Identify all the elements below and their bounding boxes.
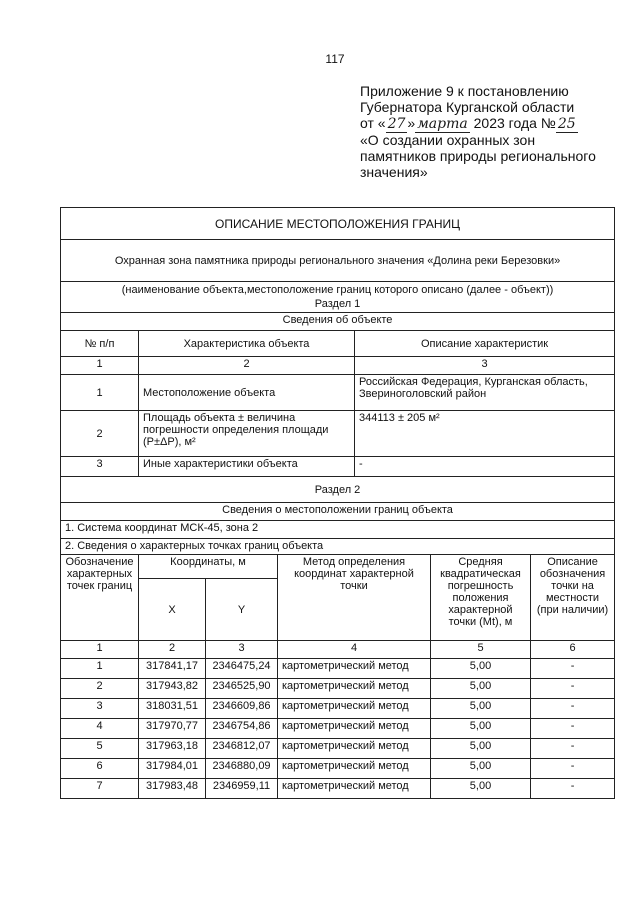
point-number: 2	[61, 679, 139, 699]
appendix-line-3	[360, 115, 620, 132]
point-description: -	[531, 659, 615, 679]
point-method: картометрический метод	[278, 759, 431, 779]
point-method: картометрический метод	[278, 779, 431, 799]
point-y: 2346880,09	[206, 759, 278, 779]
page-number: 117	[325, 52, 345, 66]
header-x: X	[139, 579, 206, 641]
point-number: 7	[61, 779, 139, 799]
object-description: Российская Федерация, Курганская область, Звериноголовский район	[355, 375, 615, 411]
point-method: картометрический метод	[278, 659, 431, 679]
date-quote: »	[407, 115, 416, 131]
point-y: 2346959,11	[206, 779, 278, 799]
point-number: 6	[61, 759, 139, 779]
document-title: ОПИСАНИЕ МЕСТОПОЛОЖЕНИЯ ГРАНИЦ	[61, 208, 615, 240]
point-x: 317841,17	[139, 659, 206, 679]
date-year: 2023 года №	[469, 115, 556, 131]
point-number: 3	[61, 699, 139, 719]
header-point-designation: Обозначение характерных точек границ	[61, 555, 139, 641]
point-x: 317983,48	[139, 779, 206, 799]
points-col-number-6: 6	[531, 641, 615, 659]
section-2-subtitle: Сведения о местоположении границ объекта	[61, 503, 615, 521]
points-col-number-4: 4	[278, 641, 431, 659]
point-number: 1	[61, 659, 139, 679]
point-error: 5,00	[431, 759, 531, 779]
point-error: 5,00	[431, 739, 531, 759]
header-characteristic: Характеристика объекта	[139, 331, 355, 357]
col-number-3: 3	[355, 357, 615, 375]
point-error: 5,00	[431, 779, 531, 799]
header-error: Средняя квадратическая погрешность положения характерной точки (Mt), м	[431, 555, 531, 641]
object-description: -	[355, 457, 615, 477]
point-method: картометрический метод	[278, 719, 431, 739]
point-error: 5,00	[431, 719, 531, 739]
object-caption	[61, 282, 615, 313]
section-1-title: Раздел 1	[314, 298, 361, 310]
object-description: 344113 ± 205 м²	[355, 411, 615, 457]
appendix-line-1: Приложение 9 к постановлению	[360, 83, 569, 99]
point-description: -	[531, 739, 615, 759]
points-col-number-2: 2	[139, 641, 206, 659]
point-x: 318031,51	[139, 699, 206, 719]
col-number-2: 2	[139, 357, 355, 375]
points-col-number-3: 3	[206, 641, 278, 659]
point-description: -	[531, 759, 615, 779]
date-prefix: от «	[360, 115, 386, 131]
object-caption-text: (наименование объекта,местоположение границ которого описано (далее - объект))	[121, 284, 554, 296]
object-name: Охранная зона памятника природы регионального значения «Долина реки Березовки»	[61, 240, 615, 282]
header-method: Метод определения координат характерной точки	[278, 555, 431, 641]
header-point-description: Описание обозначения точки на местности (при наличии)	[531, 555, 615, 641]
point-description: -	[531, 699, 615, 719]
handwritten-number: 25	[557, 116, 576, 132]
point-number: 5	[61, 739, 139, 759]
point-method: картометрический метод	[278, 699, 431, 719]
object-row-number: 3	[61, 457, 139, 477]
handwritten-month: марта	[417, 116, 468, 132]
point-error: 5,00	[431, 659, 531, 679]
point-y: 2346754,86	[206, 719, 278, 739]
appendix-line-6: значения»	[360, 164, 428, 180]
object-characteristic: Иные характеристики объекта	[139, 457, 355, 477]
points-title: 2. Сведения о характерных точках границ объекта	[61, 539, 615, 555]
header-description: Описание характеристик	[355, 331, 615, 357]
point-method: картометрический метод	[278, 679, 431, 699]
point-y: 2346525,90	[206, 679, 278, 699]
points-col-number-1: 1	[61, 641, 139, 659]
point-description: -	[531, 679, 615, 699]
handwritten-day: 27	[387, 116, 406, 132]
point-description: -	[531, 719, 615, 739]
object-row-number: 1	[61, 375, 139, 411]
header-row-number: № п/п	[61, 331, 139, 357]
appendix-header	[360, 83, 620, 180]
point-x: 317984,01	[139, 759, 206, 779]
header-y: Y	[206, 579, 278, 641]
col-number-1: 1	[61, 357, 139, 375]
object-characteristic: Местоположение объекта	[139, 375, 355, 411]
point-x: 317963,18	[139, 739, 206, 759]
point-y: 2346609,86	[206, 699, 278, 719]
point-y: 2346475,24	[206, 659, 278, 679]
object-row-number: 2	[61, 411, 139, 457]
boundary-description-table	[60, 207, 615, 799]
section-1-subtitle: Сведения об объекте	[61, 313, 615, 331]
point-error: 5,00	[431, 679, 531, 699]
appendix-line-2: Губернатора Курганской области	[360, 99, 575, 115]
point-y: 2346812,07	[206, 739, 278, 759]
point-description: -	[531, 779, 615, 799]
object-characteristic: Площадь объекта ± величина погрешности определения площади (P±ΔP), м²	[139, 411, 355, 457]
points-col-number-5: 5	[431, 641, 531, 659]
header-coordinates: Координаты, м	[139, 555, 278, 579]
point-method: картометрический метод	[278, 739, 431, 759]
appendix-line-4: «О создании охранных зон	[360, 132, 536, 148]
point-number: 4	[61, 719, 139, 739]
point-x: 317970,77	[139, 719, 206, 739]
section-2-title: Раздел 2	[61, 477, 615, 503]
coordinate-system: 1. Система координат МСК-45, зона 2	[61, 521, 615, 539]
appendix-line-5: памятников природы регионального	[360, 148, 596, 164]
point-x: 317943,82	[139, 679, 206, 699]
point-error: 5,00	[431, 699, 531, 719]
